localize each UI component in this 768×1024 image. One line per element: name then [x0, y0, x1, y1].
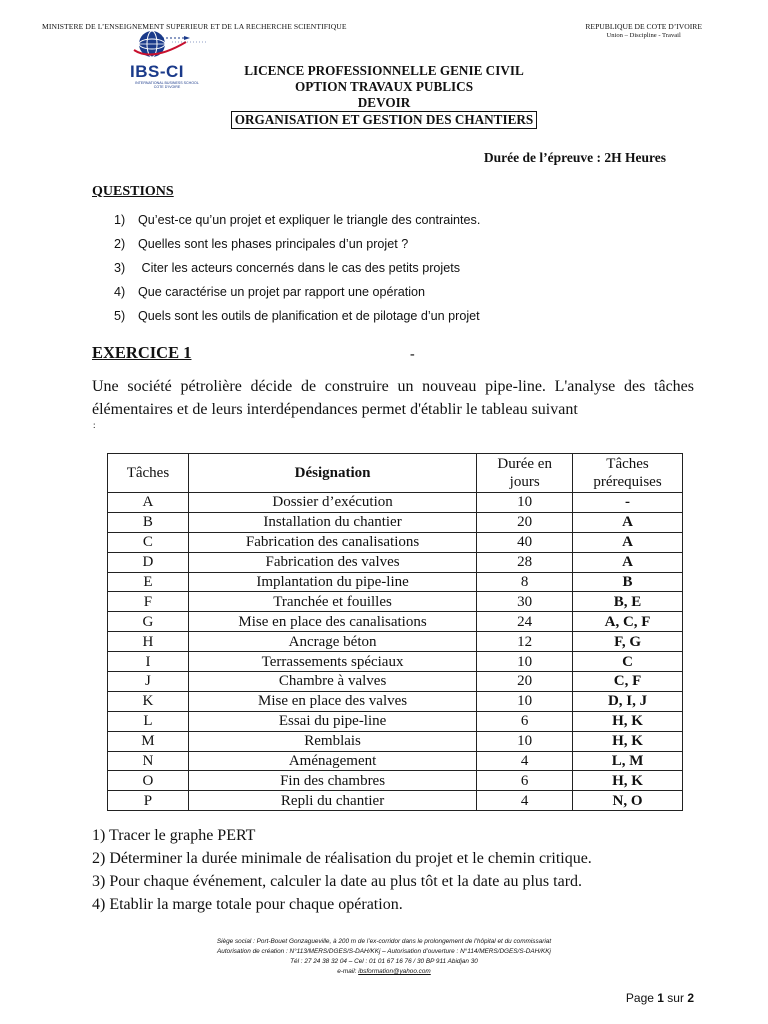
table-row: K Mise en place des valves 10 D, I, J — [108, 691, 683, 711]
title-line-1: LICENCE PROFESSIONNELLE GENIE CIVIL — [244, 63, 524, 78]
table-row: B Installation du chantier 20 A — [108, 512, 683, 532]
question-item: 1) Qu’est-ce qu’un projet et expliquer le triangle des contraintes. — [114, 213, 481, 227]
questions-heading: QUESTIONS — [92, 184, 174, 199]
exercise-instructions — [92, 824, 592, 916]
logo-name: IBS-CI — [130, 62, 184, 81]
republic-header — [585, 22, 702, 39]
exercise-dash: - — [410, 347, 415, 362]
table-row: J Chambre à valves 20 C, F — [108, 672, 683, 692]
header-designation: Désignation — [188, 454, 476, 493]
table-row: L Essai du pipe-line 6 H, K — [108, 711, 683, 731]
table-row: N Aménagement 4 L, M — [108, 751, 683, 771]
question-item: 2) Quelles sont les phases principales d’un projet ? — [114, 237, 409, 251]
ministry-header: MINISTERE DE L’ENSEIGNEMENT SUPERIEUR ET DE LA RECHERCHE SCIENTIFIQUE — [42, 22, 347, 31]
instruction-item: 1) Tracer le graphe PERT — [92, 827, 256, 844]
header-duration: Durée en jours — [477, 454, 573, 493]
footer-email-link[interactable]: ibsformation@yahoo.com — [358, 968, 431, 975]
question-item: 3) Citer les acteurs concernés dans le cas des petits projets — [114, 261, 460, 275]
table-row: G Mise en place des canalisations 24 A, C, F — [108, 612, 683, 632]
instruction-item: 2) Déterminer la durée minimale de réalisation du projet et le chemin critique. — [92, 850, 592, 867]
table-row: E Implantation du pipe-line 8 B — [108, 572, 683, 592]
republic-name: REPUBLIQUE DE COTE D’IVOIRE — [585, 22, 702, 31]
table-row: M Remblais 10 H, K — [108, 731, 683, 751]
title-line-3: DEVOIR — [357, 95, 411, 110]
exercise-intro: Une société pétrolière décide de construire un nouveau pipe-line. L'analyse des tâches élémentaires et de leurs interdépendances permet d'établir le tableau suivant — [92, 378, 694, 418]
title-line-2: OPTION TRAVAUX PUBLICS — [294, 79, 474, 94]
title-line-4: ORGANISATION ET GESTION DES CHANTIERS — [231, 111, 538, 129]
exercise-intro-colon: : — [93, 420, 96, 430]
footer-authorization: Autorisation de création : N°113/MERS/DGES/S-DAH/KKj – Autorisation d’ouverture : N°114/MERS/DGES/S-DAH/KKj — [217, 948, 551, 955]
table-row: H Ancrage béton 12 F, G — [108, 632, 683, 652]
exam-duration: Durée de l’épreuve : 2H Heures — [483, 150, 666, 165]
exercise-heading: EXERCICE 1 — [92, 343, 192, 362]
footer-address: Siège social : Port-Bouet Gonzagueville, à 200 m de l’ex-corridor dans le prolongement de l’hôpital et du commissariat — [216, 938, 552, 945]
header-task: Tâches — [108, 454, 189, 493]
table-row: C Fabrication des canalisations 40 A — [108, 532, 683, 552]
table-row: A Dossier d’exécution 10 - — [108, 493, 683, 513]
instruction-item: 4) Etablir la marge totale pour chaque opération. — [92, 896, 403, 913]
logo-subtitle: INTERNATIONAL BUSINESS SCHOOL COTE D’IVOIRE — [135, 81, 199, 89]
document-title — [0, 63, 768, 129]
tasks-table — [107, 453, 683, 811]
footer-email-line: e-mail: ibsformation@yahoo.com — [337, 968, 431, 975]
table-row: P Repli du chantier 4 N, O — [108, 791, 683, 811]
table-row: D Fabrication des valves 28 A — [108, 552, 683, 572]
instruction-item: 3) Pour chaque événement, calculer la date au plus tôt et la date au plus tard. — [92, 873, 583, 890]
table-row: I Terrassements spéciaux 10 C — [108, 652, 683, 672]
question-item: 4) Que caractérise un projet par rapport une opération — [114, 285, 426, 299]
republic-motto: Union – Discipline - Travail — [606, 32, 681, 39]
table-header-row — [108, 454, 683, 493]
footer-phone: Tél : 27 24 38 32 04 – Cel : 01 01 67 16 76 / 30 BP 911 Abidjan 30 — [290, 958, 478, 965]
table-row: O Fin des chambres 6 H, K — [108, 771, 683, 791]
page-footer — [0, 937, 768, 977]
header-prereq: Tâches prérequises — [573, 454, 683, 493]
table-row: F Tranchée et fouilles 30 B, E — [108, 592, 683, 612]
questions-list — [114, 213, 480, 333]
page-number: Page 1 sur 2 — [625, 991, 694, 1005]
question-item: 5) Quels sont les outils de planification et de pilotage d’un projet — [114, 309, 480, 323]
